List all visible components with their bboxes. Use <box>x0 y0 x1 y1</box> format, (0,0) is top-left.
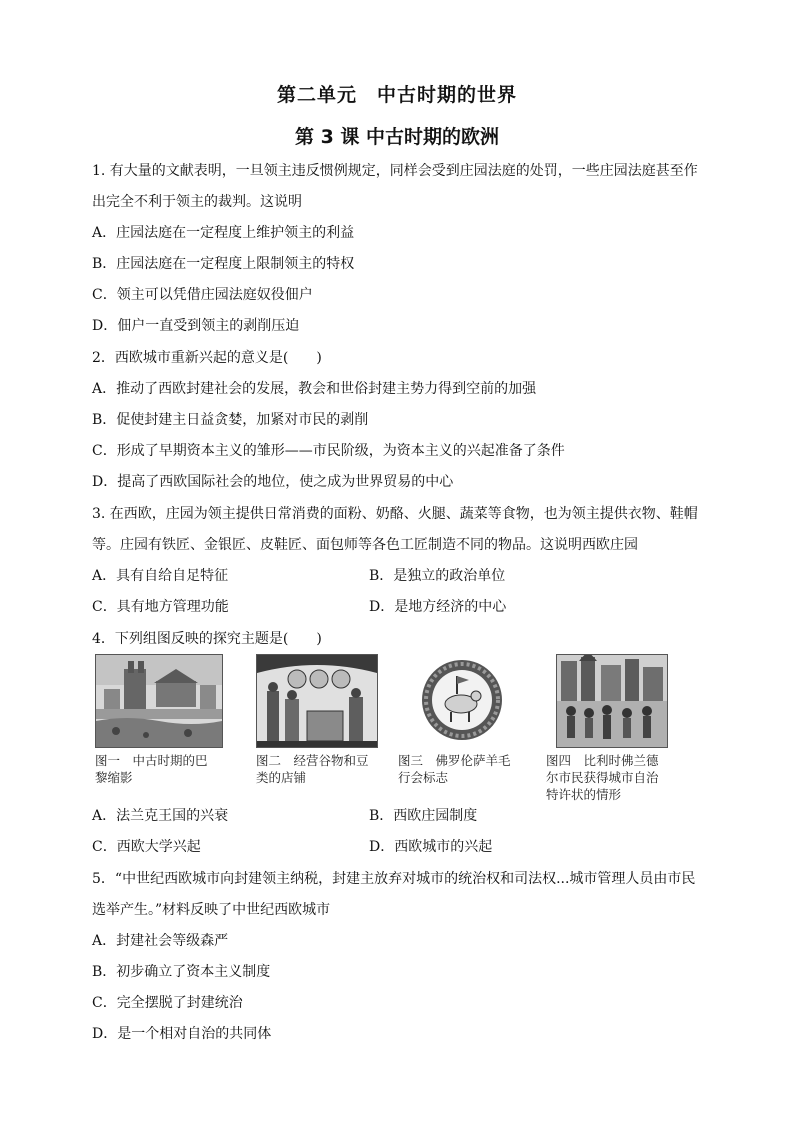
q2-stem: 2．西欧城市重新兴起的意义是( ) <box>92 350 322 366</box>
q4-option-c: C．西欧大学兴起 <box>92 839 201 855</box>
q5-option-b: B．初步确立了资本主义制度 <box>92 964 271 980</box>
figure-4-caption-line1: 图四 比利时佛兰德 <box>546 753 659 768</box>
q1-option-c: C．领主可以凭借庄园法庭奴役佃户 <box>92 287 313 303</box>
unit-title: 第二单元 中古时期的世界 <box>276 84 517 106</box>
q1-option-d: D．佃户一直受到领主的剥削压迫 <box>92 318 300 334</box>
figure-4-charter-image <box>556 654 668 748</box>
figure-1-caption-line2: 黎缩影 <box>95 770 133 785</box>
q3-option-d: D．是地方经济的中心 <box>369 599 507 615</box>
q3-option-c: C．具有地方管理功能 <box>92 599 229 615</box>
q1-stem-line2: 出完全不利于领主的裁判。这说明 <box>92 194 302 210</box>
q5-stem-line2: 选举产生。”材料反映了中世纪西欧城市 <box>92 902 331 918</box>
q4-option-d: D．西欧城市的兴起 <box>369 839 493 855</box>
figure-3-caption-line1: 图三 佛罗伦萨羊毛 <box>398 753 511 768</box>
figure-2-caption-line1: 图二 经营谷物和豆 <box>256 753 369 768</box>
figure-4-caption <box>546 752 696 803</box>
q3-option-a: A．具有自给自足特征 <box>92 568 229 584</box>
q1-option-b: B．庄园法庭在一定程度上限制领主的特权 <box>92 256 355 272</box>
q2-option-b: B．促使封建主日益贪婪，加紧对市民的剥削 <box>92 412 369 428</box>
q4-option-b: B．西欧庄园制度 <box>369 808 478 824</box>
figure-2-shop-image <box>256 654 378 748</box>
figure-3-caption <box>398 752 538 786</box>
q5-option-d: D．是一个相对自治的共同体 <box>92 1026 272 1042</box>
q2-option-d: D．提高了西欧国际社会的地位，使之成为世界贸易的中心 <box>92 474 454 490</box>
q2-option-c: C．形成了早期资本主义的雏形——市民阶级，为资本主义的兴起准备了条件 <box>92 443 565 459</box>
figure-2-caption <box>256 752 396 786</box>
figure-3-guild-emblem-image <box>421 654 503 746</box>
q1-stem-line1: 1. 有大量的文献表明，一旦领主违反惯例规定，同样会受到庄园法庭的处罚，一些庄园法庭甚至作 <box>92 163 698 179</box>
q2-option-a: A．推动了西欧封建社会的发展，教会和世俗封建主势力得到空前的加强 <box>92 381 537 397</box>
q3-option-b: B．是独立的政治单位 <box>369 568 506 584</box>
figure-4-caption-line2: 尔市民获得城市自治 <box>546 770 659 785</box>
q4-option-a: A．法兰克王国的兴衰 <box>92 808 229 824</box>
lesson-title: 第 3 课 中古时期的欧洲 <box>294 126 500 148</box>
figure-2-caption-line2: 类的店铺 <box>256 770 307 785</box>
figure-4-caption-line3: 特许状的情形 <box>546 787 622 802</box>
q3-stem-line2: 等。庄园有铁匠、金银匠、皮鞋匠、面包师等各色工匠制造不同的物品。这说明西欧庄园 <box>92 537 638 553</box>
q1-option-a: A．庄园法庭在一定程度上维护领主的利益 <box>92 225 355 241</box>
figure-1-paris-image <box>95 654 223 748</box>
q5-option-a: A．封建社会等级森严 <box>92 933 229 949</box>
figure-1-caption-line1: 图一 中古时期的巴 <box>95 753 208 768</box>
figure-1-caption <box>95 752 235 786</box>
q3-stem-line1: 3. 在西欧，庄园为领主提供日常消费的面粉、奶酪、火腿、蔬菜等食物，也为领主提供衣物、鞋帽 <box>92 506 698 522</box>
q5-option-c: C．完全摆脱了封建统治 <box>92 995 243 1011</box>
q5-stem-line1: 5．“中世纪西欧城市向封建领主纳税，封建主放弃对城市的统治权和司法权...城市管理人员由市民 <box>92 871 696 887</box>
q4-stem: 4．下列组图反映的探究主题是( ) <box>92 631 322 647</box>
figure-3-caption-line2: 行会标志 <box>398 770 449 785</box>
